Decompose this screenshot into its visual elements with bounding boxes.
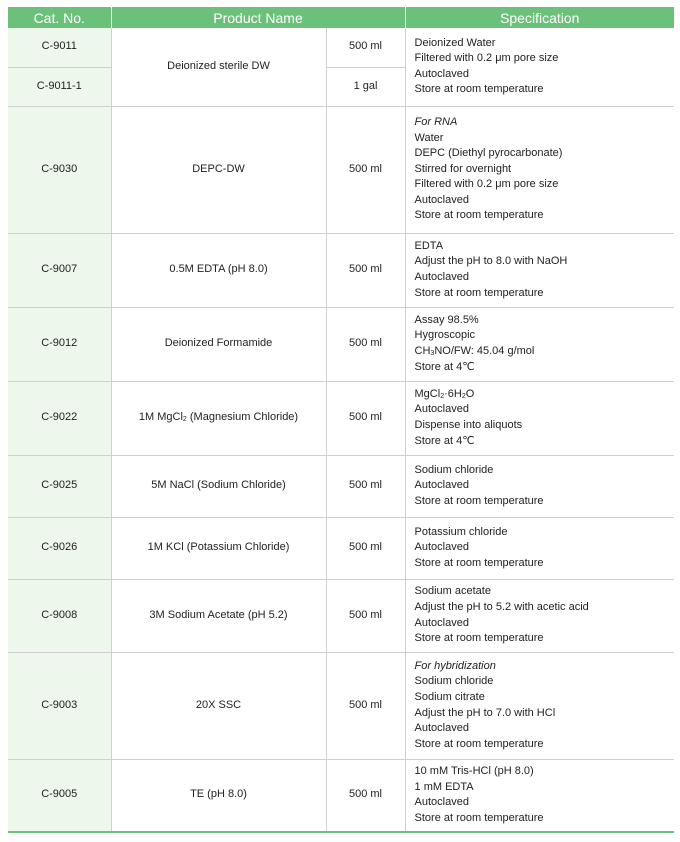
spec-line: Sodium chloride <box>414 463 494 476</box>
product-name-cell: 1M KCl (Potassium Chloride) <box>111 517 326 579</box>
spec-line: Potassium chloride <box>414 525 508 538</box>
spec-line: Dispense into aliquots <box>414 419 523 431</box>
product-name-cell: 20X SSC <box>111 652 326 759</box>
cat-no-cell: C-9008 <box>8 579 111 652</box>
spec-line: Store at room temperature <box>414 737 544 750</box>
product-table <box>8 7 674 833</box>
volume-cell: 500 ml <box>326 307 405 381</box>
spec-line: Hygroscopic <box>414 329 476 342</box>
product-table-container <box>8 7 674 833</box>
volume-cell: 500 ml <box>326 652 405 759</box>
cat-no-cell: C-9026 <box>8 517 111 579</box>
spec-line: Sodium acetate <box>414 585 491 598</box>
spec-line: Store at room temperature <box>414 556 544 569</box>
table-row <box>8 233 674 307</box>
spec-line: Store at room temperature <box>414 209 544 222</box>
cat-no-cell: C-9003 <box>8 652 111 759</box>
cat-no-cell: C-9012 <box>8 307 111 381</box>
table-row <box>8 381 674 455</box>
header-product-name: Product Name <box>111 7 405 28</box>
specification-cell <box>405 233 674 307</box>
cat-no-cell: C-9005 <box>8 759 111 832</box>
cat-no-cell: C-9011 <box>8 28 111 67</box>
table-row <box>8 759 674 832</box>
cat-no-cell: C-9007 <box>8 233 111 307</box>
volume-cell: 500 ml <box>326 28 405 67</box>
table-row <box>8 455 674 517</box>
volume-cell: 1 gal <box>326 67 405 106</box>
table-row <box>8 307 674 381</box>
spec-line: Autoclaved <box>414 722 469 735</box>
volume-cell: 500 ml <box>326 455 405 517</box>
specification-cell <box>405 106 674 233</box>
spec-line: Stirred for overnight <box>414 162 512 175</box>
spec-heading: For RNA <box>414 115 458 128</box>
spec-line: Adjust the pH to 8.0 with NaOH <box>414 255 568 268</box>
table-row <box>8 652 674 759</box>
spec-line: Filtered with 0.2 μm pore size <box>414 52 559 65</box>
spec-line: Autoclaved <box>414 67 469 80</box>
specification-cell <box>405 28 674 106</box>
spec-line: Autoclaved <box>414 541 469 554</box>
volume-cell: 500 ml <box>326 579 405 652</box>
cat-no-cell: C-9011-1 <box>8 67 111 106</box>
specification-cell <box>405 759 674 832</box>
table-header <box>8 7 674 28</box>
spec-line: DEPC (Diethyl pyrocarbonate) <box>414 147 563 160</box>
spec-line: Filtered with 0.2 μm pore size <box>414 178 559 191</box>
product-name-cell: 0.5M EDTA (pH 8.0) <box>111 233 326 307</box>
spec-line: Store at room temperature <box>414 811 544 824</box>
table-row <box>8 28 674 67</box>
cat-no-cell: C-9025 <box>8 455 111 517</box>
spec-line: Store at 4℃ <box>414 434 475 447</box>
spec-line: Autoclaved <box>414 616 469 629</box>
spec-line: EDTA <box>414 239 444 252</box>
spec-line: 1 mM EDTA <box>414 780 474 793</box>
spec-line: Autoclaved <box>414 403 469 416</box>
cat-no-cell: C-9022 <box>8 381 111 455</box>
spec-line: $CH_3NO/FW$: 45.04 g/mol <box>414 345 535 357</box>
header-specification: Specification <box>405 7 674 28</box>
spec-line: Store at room temperature <box>414 286 544 299</box>
spec-line: Water <box>414 131 444 144</box>
specification-cell <box>405 455 674 517</box>
spec-line: Sodium chloride <box>414 675 494 688</box>
table-row <box>8 517 674 579</box>
product-name-cell: 3M Sodium Acetate (pH 5.2) <box>111 579 326 652</box>
spec-line: Autoclaved <box>414 193 469 206</box>
product-name-cell: Deionized sterile DW <box>111 28 326 106</box>
spec-line: Assay 98.5% <box>414 313 479 326</box>
volume-cell: 500 ml <box>326 106 405 233</box>
volume-cell: 500 ml <box>326 233 405 307</box>
spec-line: Deionized Water <box>414 36 496 49</box>
specification-cell <box>405 381 674 455</box>
spec-line: Sodium citrate <box>414 690 485 703</box>
spec-line: Store at 4℃ <box>414 360 475 373</box>
product-name-cell: 5M NaCl (Sodium Chloride) <box>111 455 326 517</box>
spec-line: Store at room temperature <box>414 494 544 507</box>
product-name-cell: DEPC-DW <box>111 106 326 233</box>
specification-cell <box>405 652 674 759</box>
volume-cell: 500 ml <box>326 517 405 579</box>
product-name-cell: 1M MgCl$_2$ (Magnesium Chloride) <box>111 381 326 455</box>
spec-line: Autoclaved <box>414 271 469 283</box>
spec-line: Adjust the pH to 7.0 with HCl <box>414 706 556 719</box>
table-row <box>8 579 674 652</box>
spec-line: Store at room temperature <box>414 83 544 96</box>
specification-cell <box>405 307 674 381</box>
spec-line: Autoclaved <box>414 479 469 492</box>
spec-heading: For hybridization <box>414 659 496 672</box>
specification-cell <box>405 579 674 652</box>
cat-no-cell: C-9030 <box>8 106 111 233</box>
product-name-cell: TE (pH 8.0) <box>111 759 326 832</box>
product-name-cell: Deionized Formamide <box>111 307 326 381</box>
volume-cell: 500 ml <box>326 759 405 832</box>
spec-line: Autoclaved <box>414 796 469 809</box>
spec-line: Adjust the pH to 5.2 with acetic acid <box>414 600 589 613</box>
spec-line: Store at room temperature <box>414 632 544 645</box>
table-row <box>8 106 674 233</box>
spec-line: 10 mM Tris-HCl (pH 8.0) <box>414 765 534 778</box>
spec-line: $MgCl_2\cdot 6H_2O$ <box>414 387 475 400</box>
specification-cell <box>405 517 674 579</box>
header-cat-no: Cat. No. <box>8 7 111 28</box>
volume-cell: 500 ml <box>326 381 405 455</box>
